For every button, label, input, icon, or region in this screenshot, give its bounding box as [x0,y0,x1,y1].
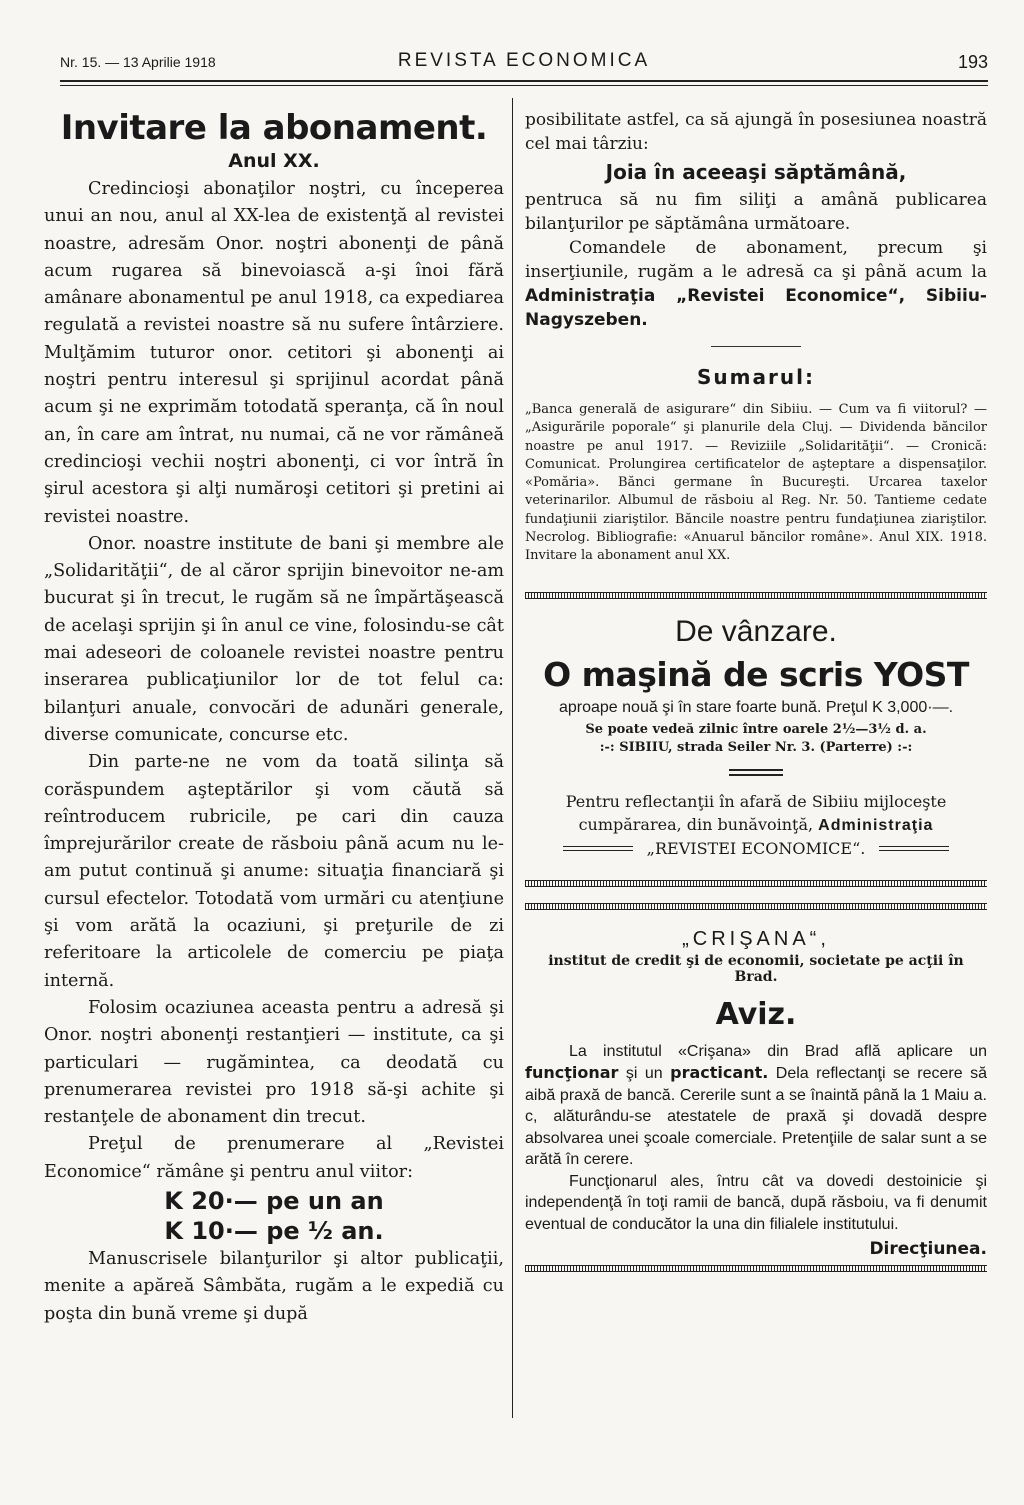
article-title: Invitare la abonament. [60,108,488,148]
separator-rule [711,346,801,347]
notice-text-e: Dela reflectanţi se recere să aibă praxă de bancă. Cererile sunt a se înaintă până la 1 Maiu a. c, alăturându-se atestatele de praxă şi dovadă despre absolvarea unei şcoale comerciale. Pretenţiile de salar sunt a se arătă în cerere. [525,1065,987,1169]
hatched-rule-2 [525,880,987,887]
price-half-year: K 10·— pe ½ an. [164,1216,384,1245]
reflect-text: Pentru reflectanţii în afară de Sibiiu mijloceşte cumpărarea, din bunăvoinţă, [565,791,947,834]
sale-description: aproape nouă şi în stare foarte bună. Preţul K 3,000·—. [558,698,954,716]
hatched-rule-3 [525,903,987,910]
notice-role-clerk: funcţionar [525,1063,619,1083]
issue-date: Nr. 15. — 13 Aprilie 1918 [60,54,216,70]
double-dash-left [563,846,633,851]
reflect-paragraph [525,790,987,837]
paragraph-2: Onor. noastre institute de bani şi membre ale „Solidarităţii“, de al căror sprijin binevoitor ne-am bucurat şi în trecut, le rugăm să ne împărtăşească de acelaşi sprijin şi în anul ce vine, folosindu-se cât mai adeseori de coloanele revistei noastre pentru inserarea publicaţiunilor lor de tot felul ca: bilanţuri anuale, convocări de adunări generale, diverse comunicate, concurse etc. [44,533,504,745]
reflect-administration: Administraţia [818,816,934,834]
journal-title: REVISTA ECONOMICA [397,50,651,71]
crisana-title: „CRIŞANA“, [682,927,830,950]
price-yearly: K 20·— pe un an [164,1186,384,1215]
page-number: 193 [957,52,988,72]
summary-text: „Banca generală de asigurare“ din Sibiiu. — Cum va fi viitorul? — „Asigurările poporale“ şi planurile dela Cluj. — Dividenda băncilor noastre pe anul 1917. — Reviziile „Solidarităţii“. — Cronică: Comunicat. Prolungirea certificatelor de aşteptare a dispensaţilor. «Pomăria». Bănci germane în Bucureşti. Urcarea taxelor veterinarilor. Albumul de răsboiu al Reg. Nr. 50. Tantieme cedate fundaţiunii ziariştilor. Băncile noastre pentru fundaţiunea ziariştilor. Necrolog. Bibliografie: «Anuarul băncilor române». Anul XIX. 1918. Invitare la abonament anul XX. [525,402,987,564]
notice-paragraph-1 [525,1041,987,1171]
administration-address: Administraţia „Revistei Economice“, Sibiiu-Nagyszeben. [525,286,987,330]
header-rule [60,80,988,86]
hatched-rule-4 [525,1265,987,1272]
paragraph-6: Manuscrisele bilanţurilor şi altor publicaţii, menite a apăreă Sâmbăta, rugăm a le expediă cu poşta din bună vreme şi după [44,1248,504,1324]
summary-title: Sumarul: [697,365,815,389]
orders-text: Comandele de abonament, precum şi inserţiunile, rugăm a le adresă ca şi până acum la [525,238,987,282]
mini-double-rule [729,769,783,776]
orders-paragraph [525,236,987,332]
sale-headline: O maşină de scris YOST [543,654,969,694]
right-column [525,108,987,1272]
notice-text-c: şi un [618,1065,671,1083]
article-subtitle: Anul XX. [228,150,320,172]
continuation-paragraph-2: pentruca să nu fim siliţi a amână publicarea bilanţurilor pe săptămâna următoare. [525,190,987,234]
sale-title: De vânzare. [675,614,837,648]
sale-viewing-hours: Se poate vedeă zilnic între oarele 2½—3½ d. a. [585,721,927,737]
notice-text-a: La institutul «Crişana» din Brad află aplicare un [569,1042,987,1060]
left-column [44,108,504,1328]
hatched-rule-1 [525,592,987,599]
paragraph-1: Credincioşi abonaţilor noştri, cu începerea unui an nou, anul al XX-lea de existenţă al revistei noastre, adresăm Onor. noştri abonenţi de până acum rugarea să binevoiască a-şi înoi fără amânare abonamentul pe anul 1918, ca expediarea regulată a revistei noastre să nu sufere întârziere. Mulţămim tuturor onor. cetitori şi abonenţi ai noştri pentru interesul şi sprijinul acordat până acum şi ne exprimăm totodată speranţa, că în noul an, în care am întrat, nu numai, că ne vor rămâneă credincioşi vechii noştri abonenţi, ci vor întră în şirul acestora şi alţi număroşi cetitori şi pretini ai revistei noastre. [44,179,504,527]
notice-signature: Direcţiunea. [869,1239,987,1260]
sale-address: :-: SIBIIU, strada Seiler Nr. 3. (Parterre) :-: [599,739,913,755]
notice-title: Aviz. [715,996,797,1032]
notice-paragraph-2: Funcţionarul ales, întru cât va dovedi destoinicie şi independenţă în toţi ramii de bancă, după răsboiu, va fi denumit eventual de conducător la una din filialele institutului. [525,1172,987,1233]
notice-role-trainee: practicant. [670,1063,769,1083]
continuation-paragraph: posibilitate astfel, ca să ajungă în posesiunea noastră cel mai târziu: [525,110,987,154]
reflect-name-line [525,837,987,860]
paragraph-4: Folosim ocaziunea aceasta pentru a adresă şi Onor. noştri abonenţi restanţieri — institute, ca şi particulari — rugămintea, ca deodată cu prenumerarea revistei pro 1918 să-şi achite şi restanţele de abonament din trecut. [44,997,504,1128]
column-divider [512,98,513,1418]
double-dash-right [879,846,949,851]
crisana-subtitle: institut de credit şi de economii, societate pe acţii în Brad. [548,952,964,985]
deadline-emphasis: Joia în aceeaşi săptămână, [605,160,907,184]
page-header [60,50,988,76]
reflect-journal-name: „REVISTEI ECONOMICE“. [646,838,866,858]
paragraph-5: Preţul de prenumerare al „Revistei Economice“ rămâne şi pentru anul viitor: [44,1134,504,1182]
paragraph-3: Din parte-ne ne vom da toată silinţa să corăspundem aşteptărilor şi vom căută să reîntroducem rubricile, pe cari din cauza împrejurărilor create de răsboiu până acum nu le-am putut continuă şi anume: situaţia financiară şi cursul efectelor. Totodată vom urmări cu atenţiune şi vom arătă la ocaziuni, şi preţurile de zi referitoare la articolele de comerciu pe piaţa internă. [44,752,504,991]
